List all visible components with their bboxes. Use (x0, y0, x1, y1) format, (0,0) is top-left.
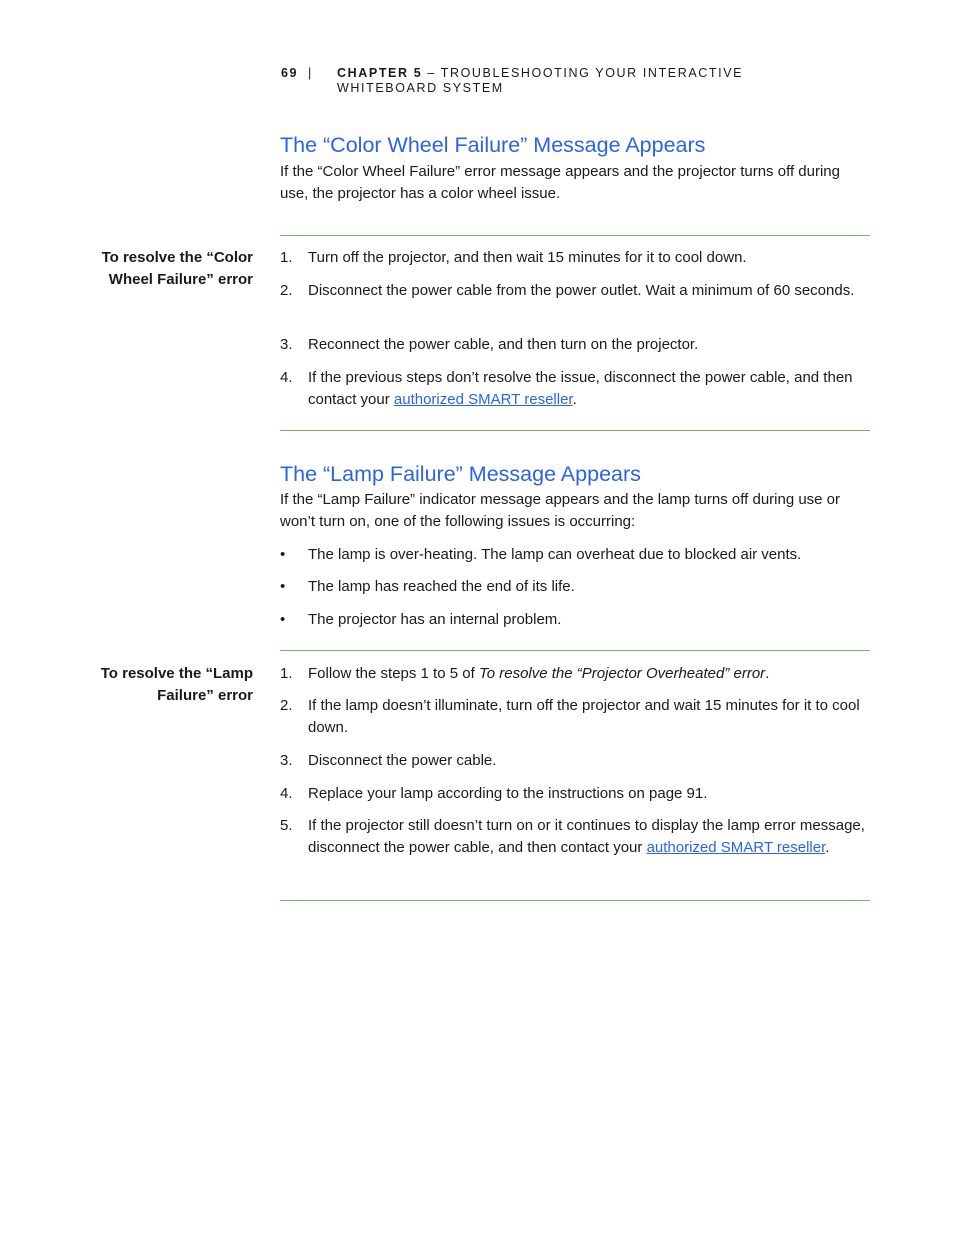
list-item (280, 815, 870, 859)
divider (280, 235, 870, 236)
step-text-suffix: . (765, 665, 770, 682)
chapter-label: CHAPTER 5 (337, 66, 423, 80)
step-text (308, 815, 870, 859)
list-item (280, 334, 870, 356)
step-number: 5. (280, 817, 293, 834)
bullet-item (280, 576, 870, 598)
step-text (308, 367, 870, 411)
authorized-reseller-link[interactable]: authorized SMART reseller (393, 391, 573, 408)
bullet-glyph: • (280, 611, 286, 628)
bullet-glyph: • (280, 546, 286, 563)
page-number: 69 (281, 66, 299, 80)
list-item (280, 695, 870, 739)
step-text: If the lamp doesn’t illuminate, turn off the projector and wait 15 minutes for it to cool down. (308, 697, 860, 736)
cross-reference: To resolve the “Projector Overheated” error (478, 665, 766, 682)
step-text-body: If the projector still doesn’t turn on or it continues to display the lamp error message, disconnect the power cable, and then contact your (308, 817, 865, 856)
bullet-text: The lamp is over-heating. The lamp can overheat due to blocked air vents. (308, 546, 802, 563)
divider (280, 430, 870, 431)
step-number: 2. (280, 282, 293, 299)
step-number: 3. (280, 752, 293, 769)
list-item (280, 367, 870, 411)
list-item (280, 750, 870, 772)
step-number: 2. (280, 697, 293, 714)
bullet-text: The lamp has reached the end of its life. (308, 578, 575, 595)
step-number: 1. (280, 665, 293, 682)
step-text: Replace your lamp according to the instructions on page 91. (308, 785, 708, 802)
step-text: Disconnect the power cable. (308, 752, 497, 769)
step-text: Turn off the projector, and then wait 15 minutes for it to cool down. (308, 249, 747, 266)
list-item (280, 280, 870, 302)
bullet-item (280, 544, 870, 566)
divider (280, 900, 870, 901)
authorized-reseller-link[interactable]: authorized SMART reseller (646, 839, 826, 856)
step-text (308, 663, 870, 685)
step-text: Reconnect the power cable, and then turn on the projector. (308, 336, 699, 353)
procedure-title-lamp-failure: To resolve the “Lamp Failure” error (100, 665, 253, 704)
section-intro-lamp-failure: If the “Lamp Failure” indicator message appears and the lamp turns off during use or won’t turn on, one of the following issues is occurring: (280, 491, 841, 530)
step-number: 4. (280, 369, 293, 386)
step-text-suffix: . (825, 839, 830, 856)
step-text-body: If the previous steps don’t resolve the issue, disconnect the power cable, and then contact your (308, 369, 853, 408)
bullet-item (280, 609, 870, 631)
chapter-title (337, 66, 847, 96)
divider (280, 650, 870, 651)
section-intro-color-wheel: If the “Color Wheel Failure” error message appears and the projector turns off during use, the projector has a color wheel issue. (280, 163, 840, 202)
header-separator: | (308, 66, 313, 80)
procedure-title-color-wheel: To resolve the “Color Wheel Failure” error (101, 249, 253, 288)
section-heading-color-wheel: The “Color Wheel Failure” Message Appears (280, 133, 706, 157)
chapter-name: – TROUBLESHOOTING YOUR INTERACTIVE WHITEBOARD SYSTEM (337, 66, 744, 95)
step-number: 1. (280, 249, 293, 266)
step-text-body: Follow the steps 1 to 5 of (308, 665, 479, 682)
list-item (280, 783, 870, 805)
list-item (280, 663, 870, 685)
list-item (280, 247, 870, 269)
section-heading-lamp-failure: The “Lamp Failure” Message Appears (280, 462, 641, 486)
step-text: Disconnect the power cable from the power outlet. Wait a minimum of 60 seconds. (308, 282, 855, 299)
step-text-suffix: . (572, 391, 577, 408)
bullet-glyph: • (280, 578, 286, 595)
step-number: 4. (280, 785, 293, 802)
bullet-text: The projector has an internal problem. (308, 611, 562, 628)
step-number: 3. (280, 336, 293, 353)
